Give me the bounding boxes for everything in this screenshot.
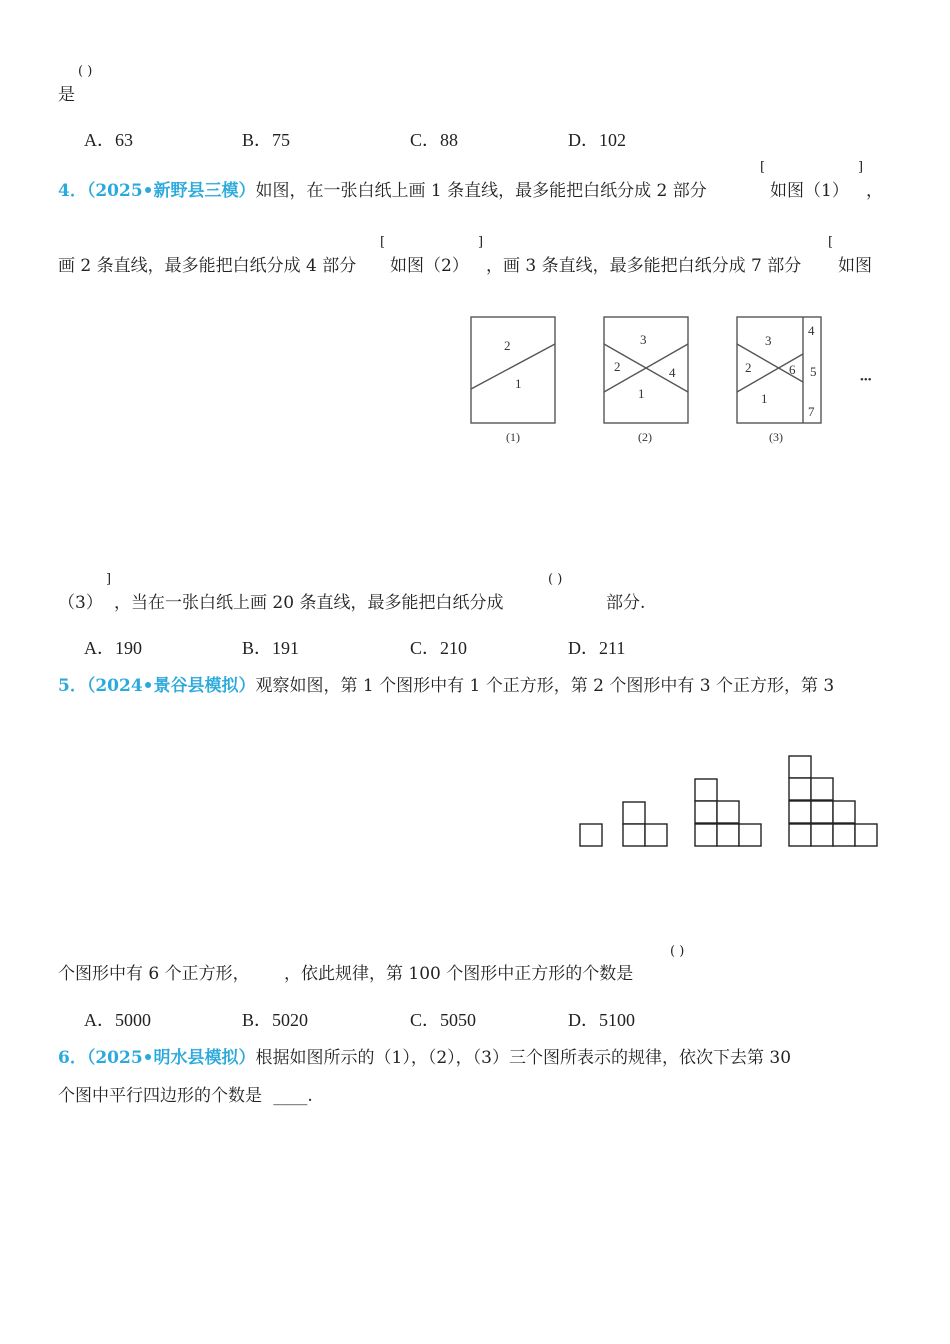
- question-text: ，画 3 条直线，最多能把白纸分成 7 部分: [486, 256, 802, 276]
- region-label: 1: [638, 386, 645, 401]
- figure-caption: (2): [638, 430, 652, 444]
- option-d[interactable]: D．5100: [568, 1010, 635, 1030]
- answer-blank[interactable]: ____.: [273, 1086, 313, 1106]
- question-source: （2025•新野县三模）: [86, 181, 256, 201]
- question-source: （2024•景谷县模拟）: [86, 676, 256, 696]
- question-text: 如图（1）: [770, 181, 849, 201]
- option-d[interactable]: D．211: [568, 638, 626, 658]
- region-label: 7: [808, 404, 815, 419]
- option-a[interactable]: A．190: [84, 638, 142, 658]
- question-text: （3）: [58, 593, 103, 613]
- question-5-line-1: [58, 671, 834, 696]
- option-b[interactable]: B．75: [242, 130, 291, 150]
- open-bracket: [: [380, 235, 386, 250]
- question-text: 画 2 条直线，最多能把白纸分成 4 部分: [58, 256, 357, 276]
- ellipsis: •••: [860, 374, 872, 386]
- question-text: 是: [58, 85, 75, 105]
- question-number: 4．: [58, 181, 87, 201]
- option-b[interactable]: B．191: [242, 638, 300, 658]
- region-label: 4: [808, 323, 815, 338]
- option-c[interactable]: C．5050: [410, 1010, 477, 1030]
- question-text: 个图中平行四边形的个数是: [58, 1086, 262, 1106]
- region-label: 2: [614, 359, 621, 374]
- open-bracket: [: [760, 160, 766, 175]
- region-label: 3: [765, 333, 772, 348]
- comma: ，: [866, 181, 883, 201]
- question-source: （2025•明水县模拟）: [86, 1048, 256, 1068]
- option-d[interactable]: D．102: [568, 130, 626, 150]
- option-c[interactable]: C．210: [410, 638, 468, 658]
- region-label: 1: [515, 376, 522, 391]
- close-bracket: ]: [106, 572, 112, 587]
- square-staircase-figures: [570, 746, 890, 856]
- option-a[interactable]: A．63: [84, 130, 133, 150]
- region-label: 4: [669, 365, 676, 380]
- paper-rect-1: [471, 317, 555, 423]
- region-label: 2: [504, 338, 511, 353]
- question-text: 个图形中有 6 个正方形，: [58, 964, 250, 984]
- question-text: ，依此规律，第 100 个图形中正方形的个数是: [284, 964, 634, 984]
- option-c[interactable]: C．88: [410, 130, 459, 150]
- question-number: 5．: [58, 676, 87, 696]
- question-text: ，当在一张白纸上画 20 条直线，最多能把白纸分成: [114, 593, 504, 613]
- question-text: 如图: [838, 256, 872, 276]
- question-text: 如图，在一张白纸上画 1 条直线，最多能把白纸分成 2 部分: [255, 181, 707, 201]
- question-4-line-1: [58, 176, 707, 201]
- region-label: 1: [761, 391, 768, 406]
- answer-paren: ( ): [548, 572, 563, 587]
- region-label: 5: [810, 364, 817, 379]
- question-text: 根据如图所示的（1），（2），（3）三个图所表示的规律，依次下去第 30: [255, 1048, 792, 1068]
- question-text: 观察如图，第 1 个图形中有 1 个正方形，第 2 个图形中有 3 个正方形，第 3: [255, 676, 835, 696]
- close-bracket: ]: [858, 160, 864, 175]
- option-b[interactable]: B．5020: [242, 1010, 309, 1030]
- region-label: 6: [789, 362, 796, 377]
- region-label: 3: [640, 332, 647, 347]
- option-a[interactable]: A．5000: [84, 1010, 151, 1030]
- close-bracket: ]: [478, 235, 484, 250]
- figure-caption: (3): [769, 430, 783, 444]
- open-bracket: [: [828, 235, 834, 250]
- question-text: 部分.: [606, 593, 646, 613]
- question-6-line-1: [58, 1043, 791, 1068]
- figure-caption: (1): [506, 430, 520, 444]
- answer-paren: ( ): [78, 64, 93, 79]
- answer-paren: ( ): [670, 944, 685, 959]
- question-number: 6．: [58, 1048, 87, 1068]
- question-6-line-2: [58, 1081, 313, 1106]
- line-division-figures: [460, 308, 900, 453]
- region-label: 2: [745, 360, 752, 375]
- question-text: 如图（2）: [390, 256, 469, 276]
